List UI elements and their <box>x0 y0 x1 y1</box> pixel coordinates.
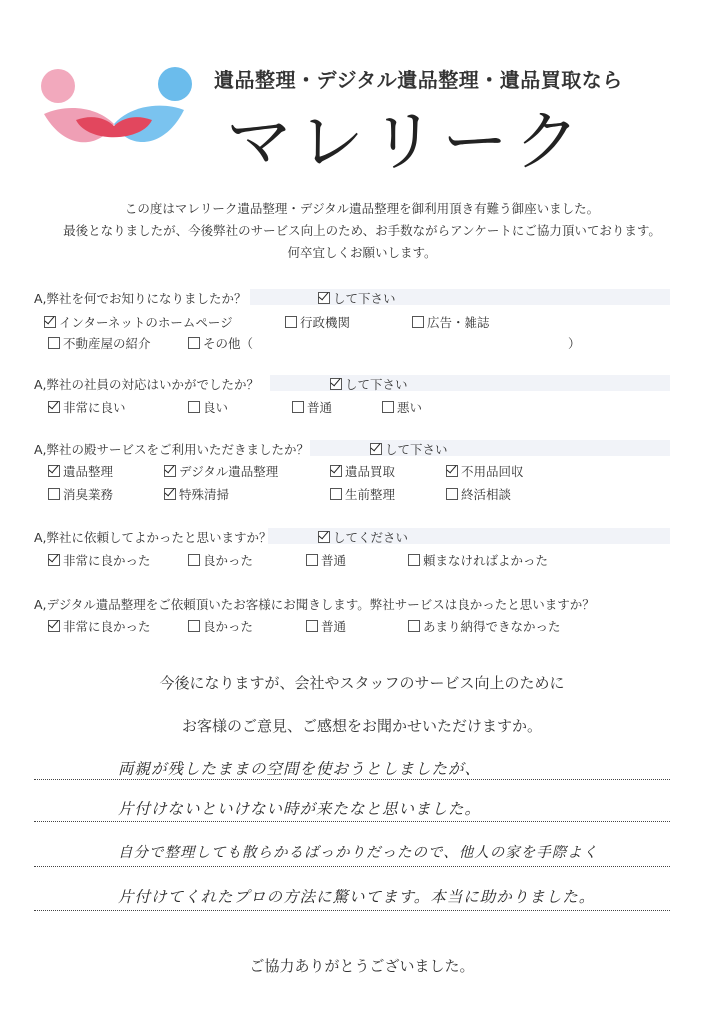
q2-option[interactable]: 良い <box>188 398 228 416</box>
question-3: A,弊社の殿サービスをご利用いただきましたか？ <box>34 442 310 457</box>
q4-option[interactable]: 良かった <box>188 551 253 569</box>
checkbox[interactable] <box>285 316 297 328</box>
q1-option[interactable]: 不動産屋の紹介 <box>48 334 151 352</box>
checkbox[interactable] <box>408 554 420 566</box>
intro-line-3: 何卒宜しくお願いします。 <box>287 245 437 260</box>
question-4-hint: してください <box>318 528 408 546</box>
question-band <box>310 440 670 456</box>
feedback-prompt-1: 今後になりますが、会社やスタッフのサービス向上のために <box>159 674 565 692</box>
q1-option[interactable]: その他（ <box>188 334 253 352</box>
q5-option[interactable]: 非常に良かった <box>48 617 151 635</box>
feedback-prompt-2: お客様のご意見、ご感想をお聞かせいただけますか。 <box>181 717 542 735</box>
checkbox[interactable] <box>446 488 458 500</box>
checkbox[interactable] <box>306 554 318 566</box>
logo-mark <box>36 64 192 160</box>
q2-option[interactable]: 非常に良い <box>48 398 126 416</box>
close-paren: ） <box>568 336 581 351</box>
question-5: A,デジタル遺品整理をご依頼頂いたお客様にお聞きします。弊社サービスは良かったと思いますか？ <box>34 597 595 612</box>
thanks-message: ご協力ありがとうございました。 <box>249 957 475 975</box>
q3-option[interactable]: 生前整理 <box>330 485 395 503</box>
checkbox[interactable] <box>412 316 424 328</box>
question-1-hint: して下さい <box>318 289 396 307</box>
checkbox-checked[interactable] <box>44 316 56 328</box>
question-2: A,弊社の社員の対応はいかがでしたか？ <box>34 377 260 392</box>
hint-check-icon <box>330 378 342 390</box>
checkbox-checked[interactable] <box>48 620 60 632</box>
hint-check-icon <box>318 531 330 543</box>
q3-option[interactable]: 不用品回収 <box>446 462 524 480</box>
checkbox-checked[interactable] <box>164 465 176 477</box>
checkbox[interactable] <box>188 401 200 413</box>
intro-line-1: この度はマレリーク遺品整理・デジタル遺品整理を御利用頂き有難う御座いました。 <box>124 201 600 216</box>
checkbox[interactable] <box>188 554 200 566</box>
q4-option[interactable]: 頼まなければよかった <box>408 551 548 569</box>
q1-option[interactable]: 広告・雑誌 <box>412 313 490 331</box>
dotted-line <box>34 779 670 780</box>
dotted-line <box>34 821 670 822</box>
q3-option[interactable]: 特殊清掃 <box>164 485 229 503</box>
checkbox[interactable] <box>48 337 60 349</box>
q2-option[interactable]: 悪い <box>382 398 422 416</box>
question-3-hint: して下さい <box>370 440 448 458</box>
tagline: 遺品整理・デジタル遺品整理・遺品買取なら <box>214 68 623 92</box>
q5-option[interactable]: 良かった <box>188 617 253 635</box>
comment-line-3: 自分で整理しても散らかるばっかりだったので、他人の家を手際よく <box>118 845 599 861</box>
checkbox[interactable] <box>292 401 304 413</box>
question-1: A,弊社を何でお知りになりましたか？ <box>34 291 247 306</box>
dotted-line <box>34 910 670 911</box>
checkbox-checked[interactable] <box>48 554 60 566</box>
checkbox[interactable] <box>382 401 394 413</box>
dotted-line <box>34 866 670 867</box>
intro-line-2: 最後となりましたが、今後弊社のサービス向上のため、お手数ながらアンケートにご協力頂いております。 <box>63 223 661 238</box>
question-band <box>250 289 670 305</box>
q1-option[interactable]: 行政機関 <box>285 313 350 331</box>
q2-option[interactable]: 普通 <box>292 398 332 416</box>
q4-option[interactable]: 非常に良かった <box>48 551 151 569</box>
hint-check-icon <box>318 292 330 304</box>
checkbox[interactable] <box>48 488 60 500</box>
comment-line-2: 片付けないといけない時が来たなと思いました。 <box>118 800 482 818</box>
comment-line-1: 両親が残したままの空間を使おうとしましたが、 <box>118 760 482 778</box>
brand-name: マレリーク <box>226 103 586 180</box>
q3-option[interactable]: 終活相談 <box>446 485 511 503</box>
question-2-hint: して下さい <box>330 375 408 393</box>
q5-option[interactable]: あまり納得できなかった <box>408 617 561 635</box>
checkbox-checked[interactable] <box>48 465 60 477</box>
q1-option[interactable]: インターネットのホームページ <box>44 313 233 331</box>
question-4: A,弊社に依頼してよかったと思いますか？ <box>34 530 272 545</box>
q3-option[interactable]: デジタル遺品整理 <box>164 462 278 480</box>
hint-check-icon <box>370 443 382 455</box>
q5-option[interactable]: 普通 <box>306 617 346 635</box>
q3-option[interactable]: 遺品買取 <box>330 462 395 480</box>
comment-line-4: 片付けてくれたプロの方法に驚いてます。本当に助かりました。 <box>118 888 596 906</box>
checkbox[interactable] <box>330 488 342 500</box>
checkbox[interactable] <box>408 620 420 632</box>
checkbox-checked[interactable] <box>48 401 60 413</box>
checkbox-checked[interactable] <box>164 488 176 500</box>
checkbox[interactable] <box>188 337 200 349</box>
q3-option[interactable]: 消臭業務 <box>48 485 113 503</box>
q4-option[interactable]: 普通 <box>306 551 346 569</box>
checkbox[interactable] <box>306 620 318 632</box>
q3-option[interactable]: 遺品整理 <box>48 462 113 480</box>
checkbox-checked[interactable] <box>330 465 342 477</box>
checkbox-checked[interactable] <box>446 465 458 477</box>
checkbox[interactable] <box>188 620 200 632</box>
